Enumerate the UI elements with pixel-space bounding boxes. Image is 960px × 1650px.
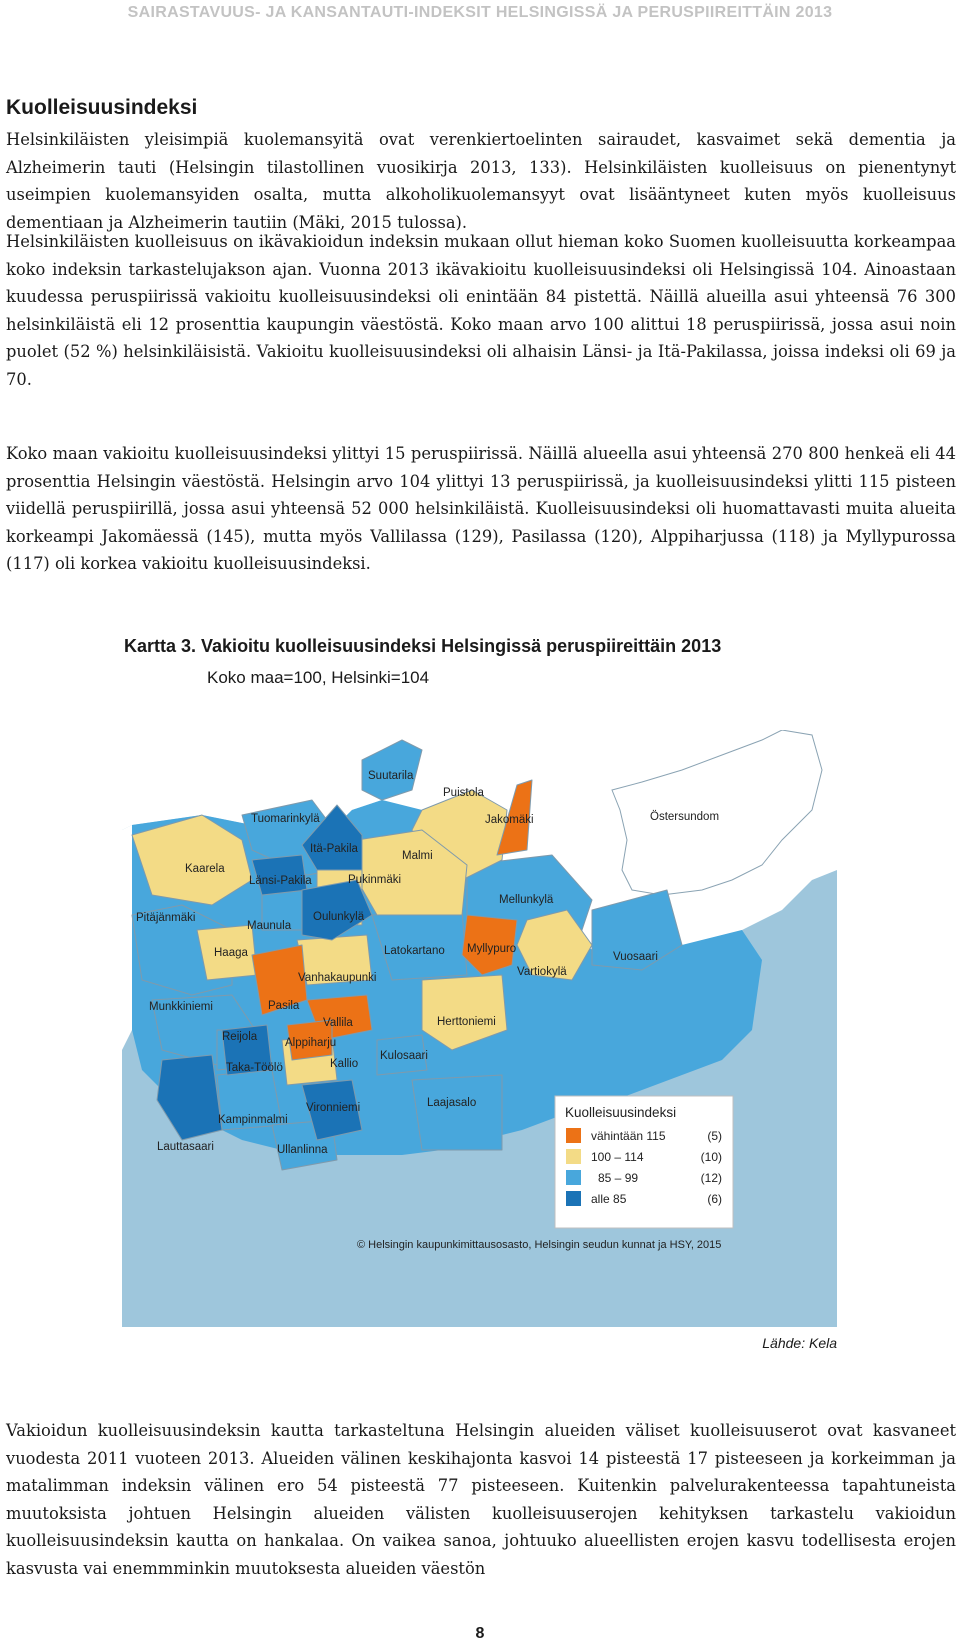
label-pitajanmaki: Pitäjänmäki <box>136 912 196 924</box>
label-vuosaari: Vuosaari <box>613 951 658 963</box>
label-alppiharju: Alppiharju <box>285 1037 337 1049</box>
legend-count-3: (12) <box>700 1171 722 1185</box>
paragraph-2: Helsinkiläisten kuolleisuus on ikävakioidun indeksin mukaan ollut hieman koko Suomen kuolleisuutta korkeampaa koko indeksin tarkastelujakson ajan. Vuonna 2013 ikävakioitu kuolleisuusindeksi oli Helsingissä 104. Ainoastaan kuudessa peruspiirissä vakioitu kuolleisuusindeksi oli enintään 84 pistettä. Näillä alueilla asui yhteensä 76 300 helsinkiläistä eli 12 prosenttia kaupungin väestöstä. Koko maan arvo 100 alittui 18 peruspiirissä, jossa asui noin puolet (52 %) helsinkiläisistä. Vakioitu kuolleisuusindeksi oli alhaisin Länsi- ja Itä-Pakilassa, joissa indeksi oli 69 ja 70. <box>6 232 956 389</box>
label-reijola: Reijola <box>222 1031 258 1043</box>
district-laajasalo <box>412 1075 502 1150</box>
label-mellunkyla: Mellunkylä <box>499 894 554 906</box>
label-ita-pakila: Itä-Pakila <box>310 843 358 855</box>
legend-swatch-1 <box>566 1128 581 1143</box>
legend-label-1: vähintään 115 <box>591 1129 666 1143</box>
legend-count-4: (6) <box>707 1192 722 1206</box>
label-oulunkyla: Oulunkylä <box>313 911 365 923</box>
label-ostersundom: Östersundom <box>650 811 720 823</box>
map-legend <box>555 1096 733 1228</box>
label-myllypuro: Myllypuro <box>467 943 517 955</box>
map-copyright: © Helsingin kaupunkimittausosasto, Helsingin seudun kunnat ja HSY, 2015 <box>357 1239 722 1251</box>
label-maunula: Maunula <box>247 920 292 932</box>
neighbor-west <box>122 825 132 1050</box>
label-vironniemi: Vironniemi <box>306 1102 361 1114</box>
label-pasila: Pasila <box>268 1000 300 1012</box>
legend-count-2: (10) <box>700 1150 722 1164</box>
label-haaga: Haaga <box>214 947 248 959</box>
label-malmi: Malmi <box>402 850 433 862</box>
page-header: SAIRASTAVUUS- JA KANSANTAUTI-INDEKSIT HELSINGISSÄ JA PERUSPIIREITTÄIN 2013 <box>127 4 833 21</box>
map-title: Kartta 3. Vakioitu kuolleisuusindeksi Helsingissä peruspiireittäin 2013 <box>124 636 722 656</box>
legend-count-1: (5) <box>707 1129 722 1143</box>
section-title: Kuolleisuusindeksi <box>6 96 198 119</box>
label-taka-toolo: Taka-Töölö <box>226 1062 283 1074</box>
map-svg <box>122 730 837 1327</box>
label-lauttasaari: Lauttasaari <box>157 1141 214 1153</box>
paragraph-1: Helsinkiläisten yleisimpiä kuolemansyitä ovat verenkiertoelinten sairaudet, kasvaimet sekä dementia ja Alzheimerin tauti (Helsingin tilastollinen vuosikirja 2013, 133). Helsinkiläisten kuolleisuus on pienentynyt useimpien kuolemansyiden osalta, mutta alkoholikuolemansyyt ovat lisääntyneet kuten myös kuolleisuus dementiaan ja Alzheimerin tautiin (Mäki, 2015 tulossa). <box>6 130 956 232</box>
label-jakomaki: Jakomäki <box>485 814 534 826</box>
map-subtitle: Koko maa=100, Helsinki=104 <box>207 668 430 687</box>
label-latokartano: Latokartano <box>384 945 445 957</box>
label-tuomarinkyla: Tuomarinkylä <box>251 813 320 825</box>
label-kallio: Kallio <box>330 1058 359 1070</box>
page-number: 8 <box>475 1625 485 1642</box>
label-lansi-pakila: Länsi-Pakila <box>249 875 312 887</box>
label-kulosaari: Kulosaari <box>380 1050 428 1062</box>
label-kaarela: Kaarela <box>185 863 225 875</box>
source-note: Lähde: Kela <box>762 1335 837 1351</box>
legend-label-3: 85 – 99 <box>598 1171 639 1185</box>
paragraph-3: Koko maan vakioitu kuolleisuusindeksi ylittyi 15 peruspiirissä. Näillä alueella asui yhteensä 270 800 henkeä eli 44 prosenttia Helsingin väestöstä. Helsingin arvo 104 ylittyi 13 peruspiirissä, ja kuolleisuusindeksi ylitti 115 pisteen viidellä peruspiirillä, jossa asui yhteensä 52 000 helsinkiläistä. Kuolleisuusindeksi oli huomattavasti muita alueita korkeampi Jakomäessä (145), mutta myös Vallilassa (129), Pasilassa (120), Alppiharjussa (118) ja Myllypurossa (117) oli korkea vakioitu kuolleisuusindeksi. <box>6 444 956 573</box>
label-munkkiniemi: Munkkiniemi <box>149 1001 213 1013</box>
legend-label-4: alle 85 <box>591 1192 627 1206</box>
label-laajasalo: Laajasalo <box>427 1097 477 1109</box>
legend-swatch-4 <box>566 1191 581 1206</box>
label-kampinmalmi: Kampinmalmi <box>218 1114 288 1126</box>
label-herttoniemi: Herttoniemi <box>437 1016 496 1028</box>
label-vartiokyla: Vartiokylä <box>517 966 567 978</box>
legend-swatch-2 <box>566 1149 581 1164</box>
label-vallila: Vallila <box>323 1017 353 1029</box>
legend-title: Kuolleisuusindeksi <box>565 1105 677 1120</box>
label-vanhakaupunki: Vanhakaupunki <box>298 972 377 984</box>
label-puistola: Puistola <box>443 787 484 799</box>
paragraph-4: Vakioidun kuolleisuusindeksin kautta tarkasteltuna Helsingin alueiden väliset kuolleisuuserot ovat kasvaneet vuodesta 2011 vuoteen 2013. Alueiden välinen keskihajonta kasvoi 14 pisteestä 17 pisteeseen ja korkeimman ja matalimman indeksin välinen ero 54 pisteestä 77 pisteeseen. Kuitenkin palvelurakenteessa tapahtuneista muutoksista johtuen Helsingin alueiden välisten kuolleisuuserojen kehityksen tarkastelu vakioidun kuolleisuusindeksin kautta on hankalaa. On vaikea sanoa, johtuuko alueellisten erojen kasvu todellisesta erojen kasvusta vai enemmminkin muutoksesta alueiden väestön <box>6 1421 956 1578</box>
legend-label-2: 100 – 114 <box>591 1150 644 1164</box>
label-pukinmaki: Pukinmäki <box>348 874 402 886</box>
label-suutarila: Suutarila <box>368 770 414 782</box>
legend-swatch-3 <box>566 1170 581 1185</box>
label-ullanlinna: Ullanlinna <box>277 1144 328 1156</box>
map-figure <box>122 730 837 1327</box>
